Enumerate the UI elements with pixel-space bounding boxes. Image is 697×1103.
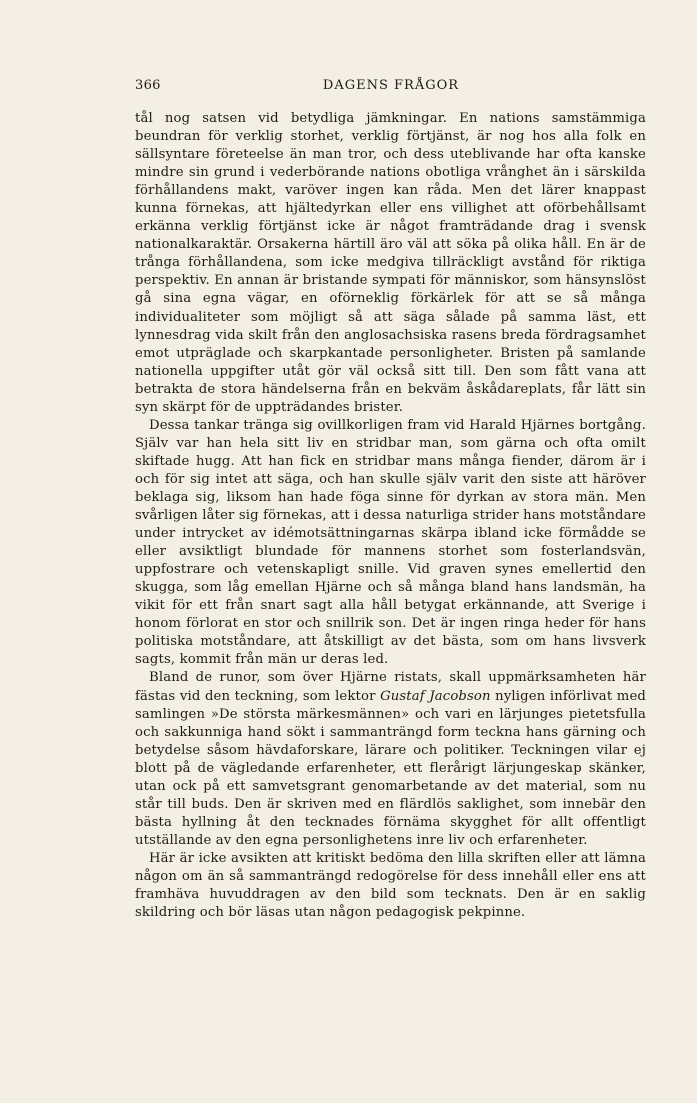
paragraph-3-text-b: nyligen införlivat med samlingen »De största märkesmännen» och vari en lärjunges pietetsfulla och sakkunniga hand sökt i sammanträngd form teckna hans gärning och betydelse såsom hävdaforskare, lärare och politiker. Teckningen vilar ej blott på de vägledande erfarenheter, ett flerårigt lärjungeskap skänker, utan ock på ett samvetsgrant genomarbetande av det material, som nu står till buds. Den är skriven med en flärdlös saklighet, som innebär den bästa hyllning åt den tecknades förnäma skygghet för allt offentligt utställande av den egna personlighetens inre liv och erfarenheter.: [135, 688, 646, 848]
paragraph-2: [135, 417, 646, 670]
paragraph-1: [135, 110, 646, 417]
running-title: DAGENS FRÅGOR: [322, 78, 460, 93]
paragraph-2-text: Dessa tankar tränga sig ovillkorligen fram vid Harald Hjärnes bortgång. Själv var han hela sitt liv en stridbar man, som gärna och ofta omilt skiftade hugg. Att han fick en stridbar mans många fiender, därom är i och för sig intet att säga, och han skulle själv varit den siste att häröver beklaga sig, liksom han hade föga sinne för dyrkan av stora män. Men svårligen låter sig förnekas, att i dessa naturliga strider hans motståndare under intrycket av idémotsättningarnas skärpa ibland icke förmådde se eller avsiktligt blundade för mannens storhet som fosterlandsvän, uppfostrare och vetenskapligt snille. Vid graven synes emellertid den skugga, som låg emellan Hjärne och så många bland hans landsmän, ha vikit för ett från snart sagt alla håll betygat erkännande, att Sverige i honom förlorat en stor och snillrik son. Det är ingen ringa heder för hans politiska motståndare, att åtskilligt av det bästa, som om hans livsverk sagts, kommit från män ur deras led.: [135, 417, 646, 668]
page-header: [135, 78, 647, 98]
paragraph-4-text: Här är icke avsikten att kritiskt bedöma den lilla skriften eller att lämna någon om än så sammanträngd redogörelse för dess innehåll eller ens att framhäva huvuddragen av den bild som tecknats. Den är en saklig skildring och bör läsas utan någon pedagogisk pekpinne.: [135, 850, 646, 921]
paragraph-3: [135, 669, 646, 849]
body-text: [135, 110, 646, 922]
paragraph-4: [135, 850, 646, 922]
author-name-italic: Gustaf Jacobson: [380, 688, 491, 704]
paragraph-3-text-a: Bland de runor, som över Hjärne ristats, skall uppmärksamheten här fästas vid den teckning, som lektor: [135, 670, 646, 704]
paragraph-1-text: tål nog satsen vid betydliga jämkningar. En nations samstämmiga beundran för verklig storhet, verklig förtjänst, är nog hos alla folk en sällsyntare företeelse än man tror, och dess uteblivande har ofta kanske mindre sin grund i vederbörande nations obotliga vrånghet än i särskilda förhållandens makt, varöver ingen kan råda. Men det lärer knappast kunna förnekas, att hjältedyrkan eller ens villighet att oförbehållsamt erkänna verklig förtjänst icke är något framträdande drag i svensk nationalkaraktär. Orsakerna härtill äro väl att söka på olika håll. En är de trånga förhållandena, som icke medgiva tillräckligt avstånd för riktiga perspektiv. En annan är bristande sympati för människor, som hänsynslöst gå sina egna vägar, en oförneklig förkärlek för att se så många individualiteter som möjligt så att säga sålade på samma läst, ett lynnesdrag vida skilt från den anglosachsiska rasens breda fördragsamhet emot utpräglade och skarpkantade personligheter. Bristen på samlande nationella uppgifter utåt gör väl också sitt till. Den som fått vana att betrakta de stora händelserna från en bekväm åskådareplats, får lätt sin syn skärpt för de uppträdandes brister.: [135, 111, 646, 415]
page-number: 366: [135, 78, 161, 93]
